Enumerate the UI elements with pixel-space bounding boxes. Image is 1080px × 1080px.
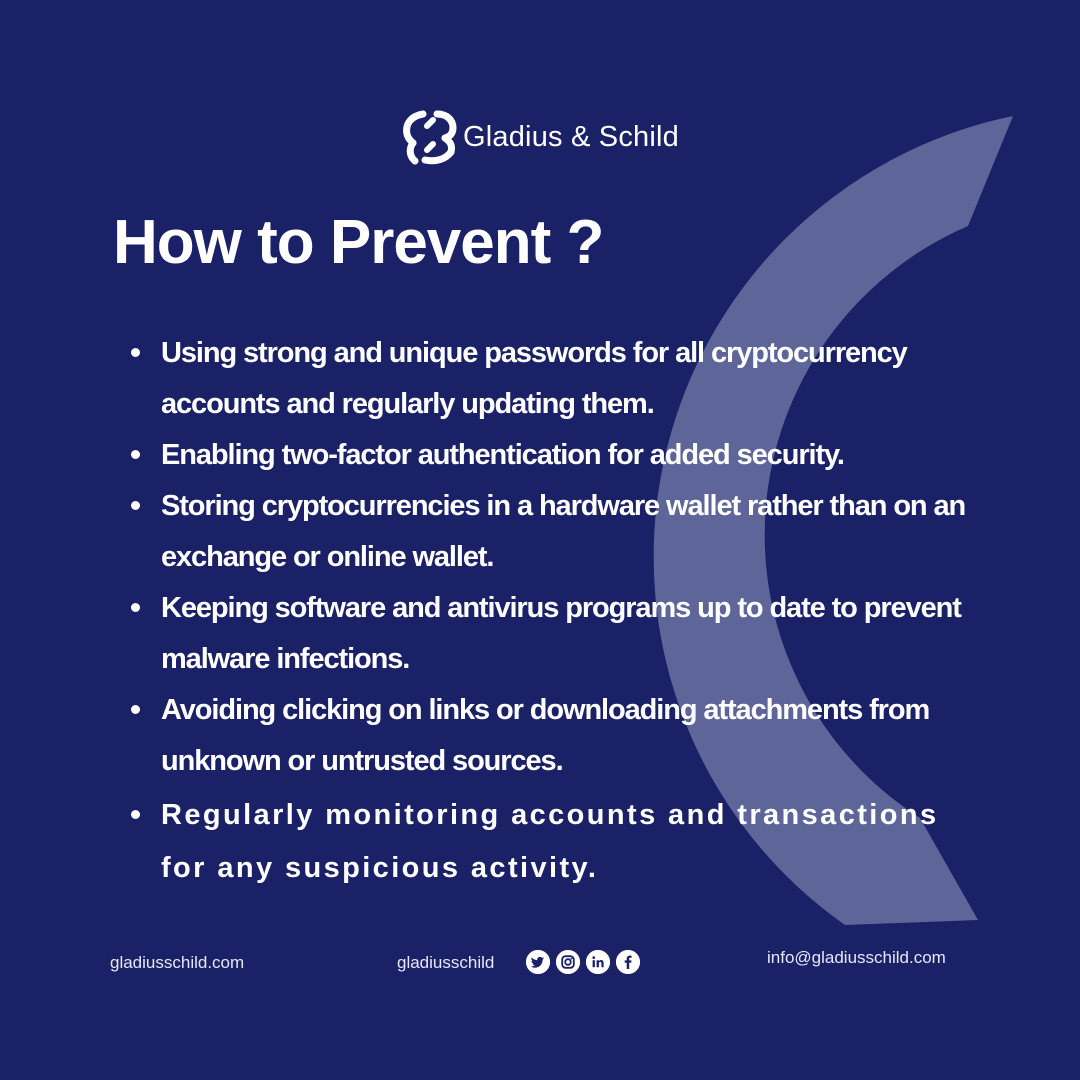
list-item: Storing cryptocurrencies in a hardware wallet rather than on an exchange or online wallet. [161,481,991,583]
facebook-icon[interactable] [616,950,640,974]
email-link[interactable]: info@gladiusschild.com [767,948,946,967]
page-title: How to Prevent ? [113,208,604,277]
list-item: Regularly monitoring accounts and transactions for any suspicious activity. [161,789,991,895]
list-item: Using strong and unique passwords for all cryptocurrency accounts and regularly updating them. [161,328,991,430]
list-item: Avoiding clicking on links or downloading attachments from unknown or untrusted sources. [161,685,991,787]
brand-logo [401,106,679,168]
social-icons [526,950,640,974]
twitter-icon[interactable] [526,950,550,974]
social-handle: gladiusschild [397,953,495,972]
brand-name: Gladius & Schild [463,120,679,153]
prevention-list [161,328,991,895]
gladius-schild-logo-icon [401,106,459,168]
list-item: Enabling two-factor authentication for added security. [161,430,991,481]
instagram-icon[interactable] [556,950,580,974]
linkedin-icon[interactable] [586,950,610,974]
list-item: Keeping software and antivirus programs up to date to prevent malware infections. [161,583,991,685]
website-link[interactable]: gladiusschild.com [110,953,245,972]
